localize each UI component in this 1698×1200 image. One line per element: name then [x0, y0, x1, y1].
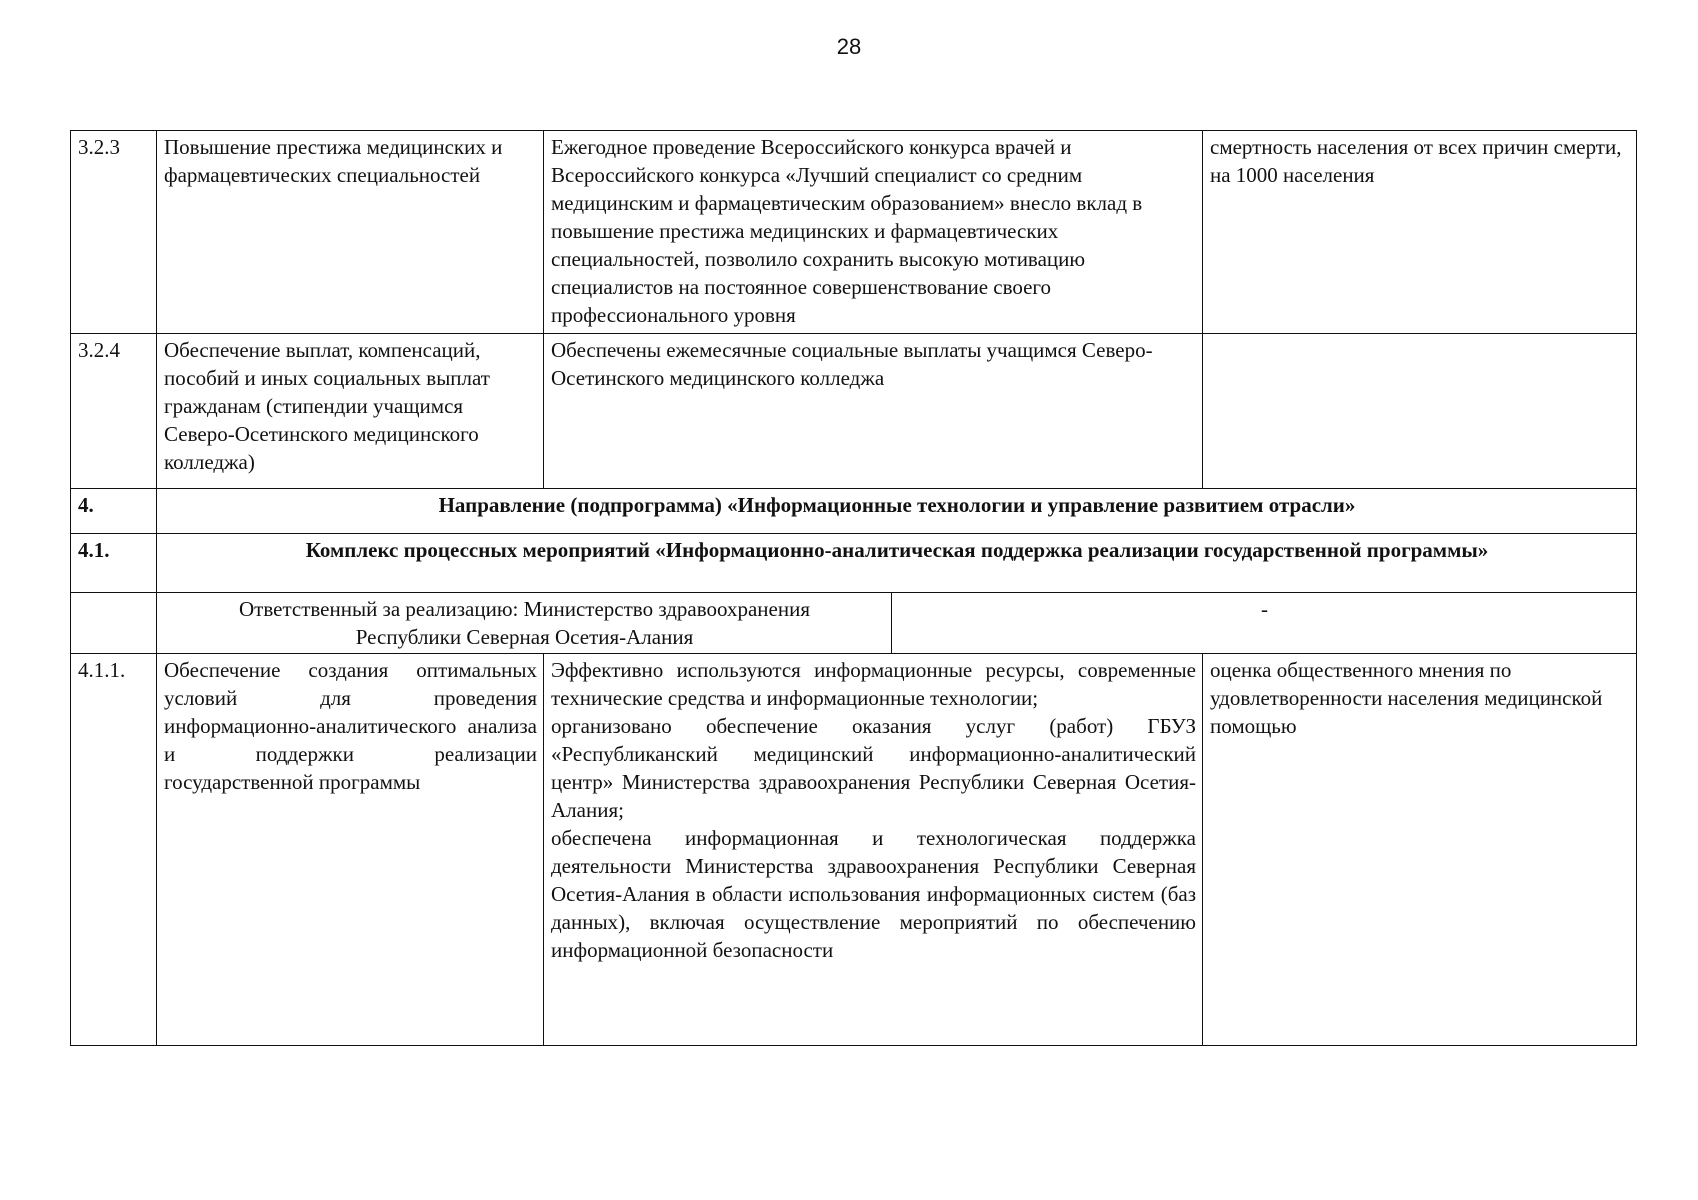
- table-row: [71, 131, 1637, 334]
- measure-name: Повышение престижа медицинских и фармацевтических специальностей: [157, 131, 544, 334]
- measures-table: [70, 130, 1637, 1046]
- subsection-number: 4.1.: [71, 534, 157, 593]
- empty-cell: [71, 593, 157, 654]
- measure-indicator: смертность населения от всех причин смерти, на 1000 населения: [1203, 131, 1637, 334]
- measure-indicator: оценка общественного мнения по удовлетворенности населения медицинской помощью: [1203, 654, 1637, 1046]
- row-number: 3.2.4: [71, 334, 157, 489]
- page-number: 28: [836, 34, 862, 59]
- row-number: 4.1.1.: [71, 654, 157, 1046]
- row-number: 3.2.3: [71, 131, 157, 334]
- measure-name: Обеспечение выплат, компенсаций, пособий и иных социальных выплат гражданам (стипендии учащимся Северо-Осетинского медицинского колледжа): [157, 334, 544, 489]
- measure-result: [544, 654, 1203, 1046]
- table-row: [71, 334, 1637, 489]
- section-title: Направление (подпрограмма) «Информационные технологии и управление развитием отрасли»: [157, 489, 1637, 534]
- responsible-value: -: [892, 593, 1637, 654]
- subsection-row: [71, 534, 1637, 593]
- responsible-label: Ответственный за реализацию: Министерство здравоохранения Республики Северная Осетия-Алания: [157, 593, 892, 654]
- measure-indicator: [1203, 334, 1637, 489]
- measure-result: Обеспечены ежемесячные социальные выплаты учащимся Северо-Осетинского медицинского колледжа: [544, 334, 1203, 489]
- section-number: 4.: [71, 489, 157, 534]
- result-paragraph: обеспечена информационная и технологическая поддержка деятельности Министерства здравоохранения Республики Северная Осетия-Алания в области использования информационных систем (баз данных), включая осуществление мероприятий по обеспечению информационной безопасности: [551, 826, 1196, 962]
- table-row: [71, 654, 1637, 1046]
- responsible-row: [71, 593, 1637, 654]
- subsection-title: Комплекс процессных мероприятий «Информационно-аналитическая поддержка реализации государственной программы»: [157, 534, 1637, 593]
- section-row: [71, 489, 1637, 534]
- result-paragraph: организовано обеспечение оказания услуг (работ) ГБУЗ «Республиканский медицинский информационно-аналитический центр» Министерства здравоохранения Республики Северная Осетия-Алания;: [551, 714, 1196, 822]
- measure-name: Обеспечение создания оптимальных условий для проведения информационно-аналитического анализа и поддержки реализации государственной программы: [157, 654, 544, 1046]
- measure-result: Ежегодное проведение Всероссийского конкурса врачей и Всероссийского конкурса «Лучший специалист со средним медицинским и фармацевтическим образованием» внесло вклад в повышение престижа медицинских и фармацевтических специальностей, позволило сохранить высокую мотивацию специалистов на постоянное совершенствование своего профессионального уровня: [544, 131, 1203, 334]
- result-paragraph: Эффективно используются информационные ресурсы, современные технические средства и информационные технологии;: [551, 658, 1196, 710]
